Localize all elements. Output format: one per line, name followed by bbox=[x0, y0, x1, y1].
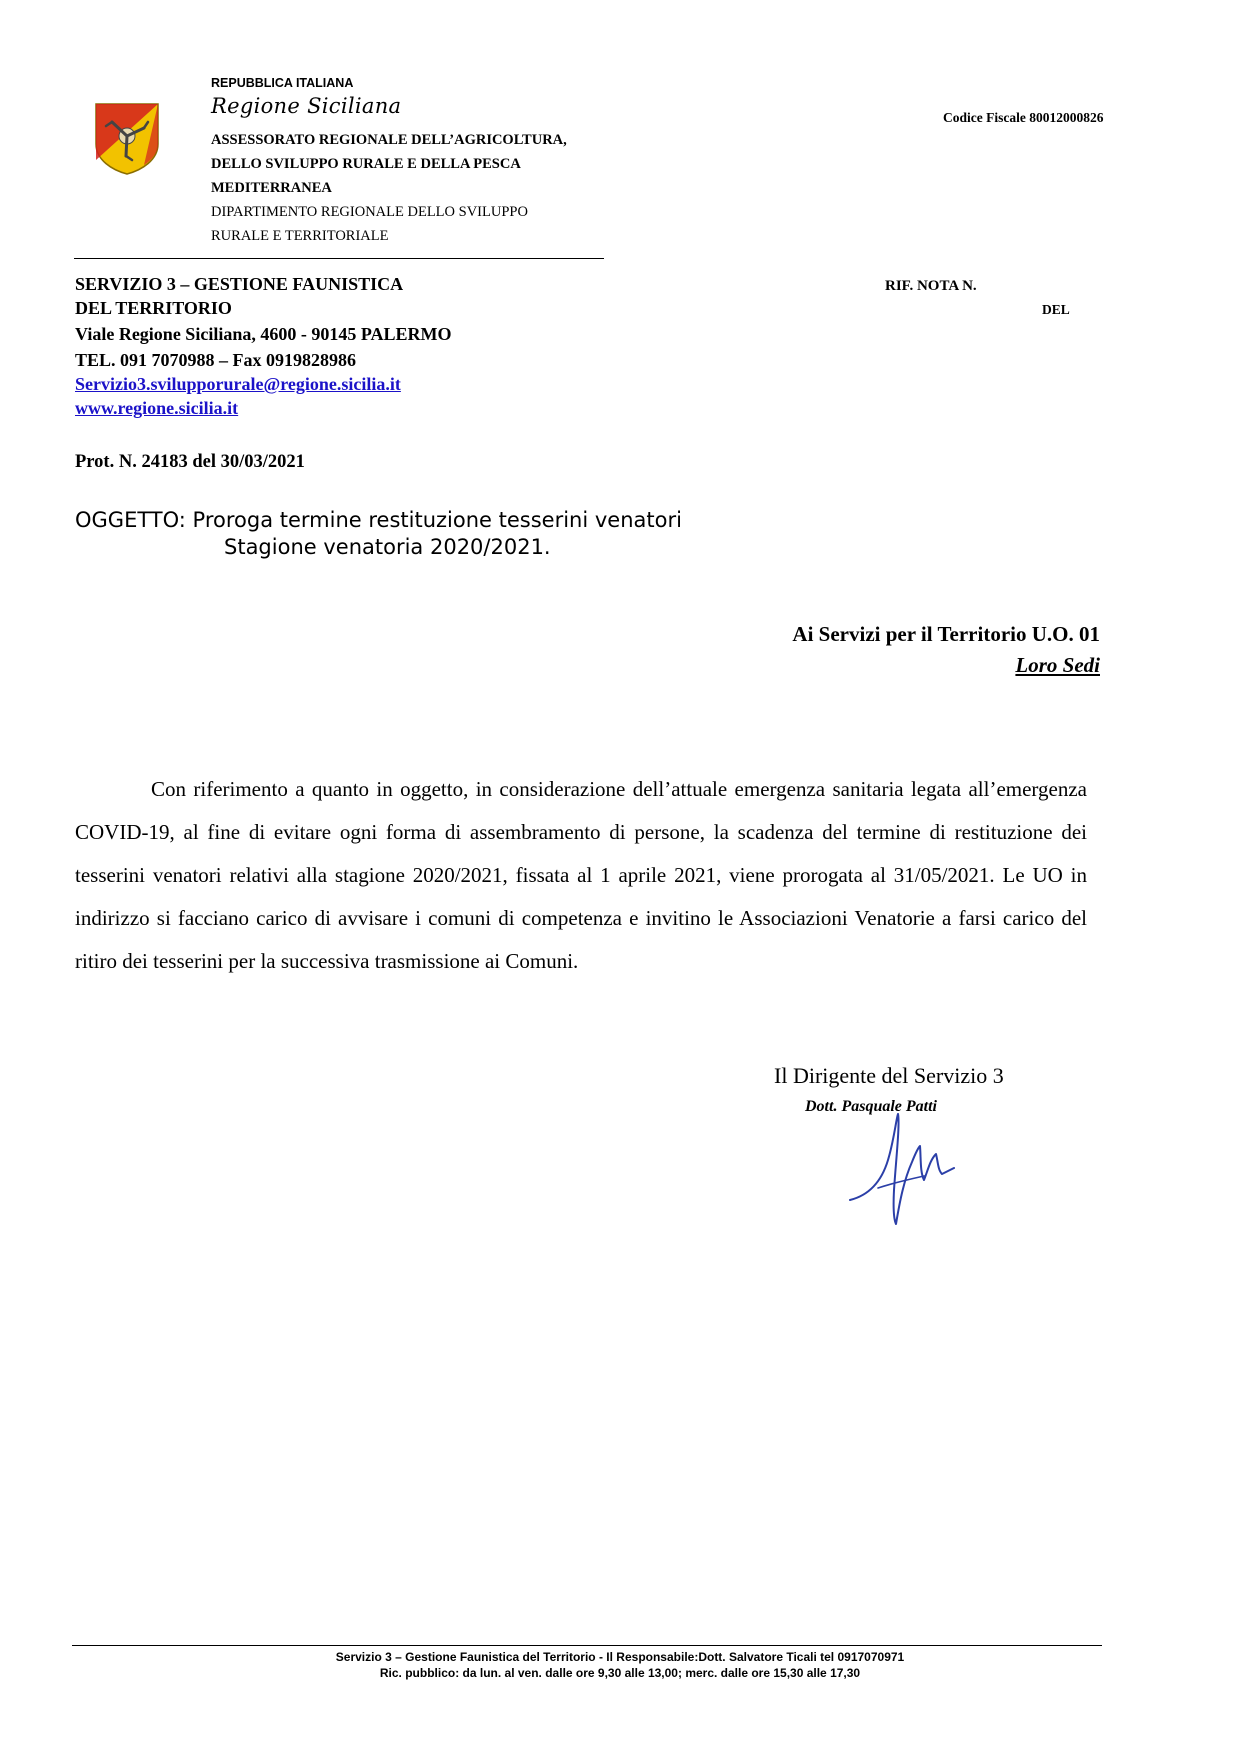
servizio-name-1: SERVIZIO 3 – GESTIONE FAUNISTICA bbox=[75, 274, 404, 294]
recipient-line-1: Ai Servizi per il Territorio U.O. 01 bbox=[792, 622, 1100, 646]
letter-body: Con riferimento a quanto in oggetto, in considerazione dell’attuale emergenza sanitaria legata all’emergenza COVID-19, al fine di evitare ogni forma di assembramento di persone, la scadenza del termine di restituzione dei tesserini venatori relativi alla stagione 2020/2021, fissata al 1 aprile 2021, viene prorogata al 31/05/2021. Le UO in indirizzo si facciano carico di avvisare i comuni di competenza e invitino le Associazioni Venatorie a farsi carico del ritiro dei tesserini per la successiva trasmissione ai Comuni. bbox=[75, 777, 1087, 973]
servizio-phone: TEL. 091 7070988 – Fax 0919828986 bbox=[75, 350, 357, 370]
protocol-number: Prot. N. 24183 del 30/03/2021 bbox=[75, 452, 305, 472]
header-assessorato-3: MEDITERRANEA bbox=[211, 180, 332, 196]
recipient-line-2: Loro Sedi bbox=[1015, 653, 1100, 677]
subject-line-2: Stagione venatoria 2020/2021. bbox=[224, 535, 551, 559]
header-divider bbox=[74, 258, 604, 259]
header-country: REPUBBLICA ITALIANA bbox=[211, 76, 354, 90]
footer-divider bbox=[72, 1645, 1102, 1646]
header-assessorato-2: DELLO SVILUPPO RURALE E DELLA PESCA bbox=[211, 156, 521, 172]
region-coat-of-arms-icon bbox=[92, 100, 162, 176]
footer-line-1: Servizio 3 – Gestione Faunistica del Territorio - Il Responsabile:Dott. Salvatore Ticali tel 0917070971 bbox=[335, 1650, 905, 1664]
header-dipartimento-1: DIPARTIMENTO REGIONALE DELLO SVILUPPO bbox=[211, 204, 528, 220]
subject-line-1: OGGETTO: Proroga termine restituzione tesserini venatori bbox=[75, 508, 682, 532]
rif-nota-label: RIF. NOTA N. bbox=[885, 278, 977, 294]
codice-fiscale: Codice Fiscale 80012000826 bbox=[943, 110, 1104, 125]
del-label: DEL bbox=[1042, 302, 1070, 317]
header-dipartimento-2: RURALE E TERRITORIALE bbox=[211, 228, 389, 244]
servizio-email-link[interactable]: Servizio3.svilupporurale@regione.sicilia.it bbox=[75, 374, 401, 394]
footer-line-2: Ric. pubblico: da lun. al ven. dalle ore 9,30 alle 13,00; merc. dalle ore 15,30 alle 17,30 bbox=[379, 1666, 861, 1680]
servizio-address: Viale Regione Siciliana, 4600 - 90145 PALERMO bbox=[75, 324, 452, 344]
servizio-website-link[interactable]: www.regione.sicilia.it bbox=[75, 398, 239, 418]
signature-name: Dott. Pasquale Patti bbox=[805, 1098, 937, 1115]
servizio-name-2: DEL TERRITORIO bbox=[75, 298, 232, 318]
handwritten-signature-icon bbox=[820, 1100, 980, 1230]
header-assessorato-1: ASSESSORATO REGIONALE DELL’AGRICOLTURA, bbox=[211, 132, 567, 148]
signature-role: Il Dirigente del Servizio 3 bbox=[774, 1063, 1004, 1088]
header-region: Regione Siciliana bbox=[211, 94, 402, 118]
